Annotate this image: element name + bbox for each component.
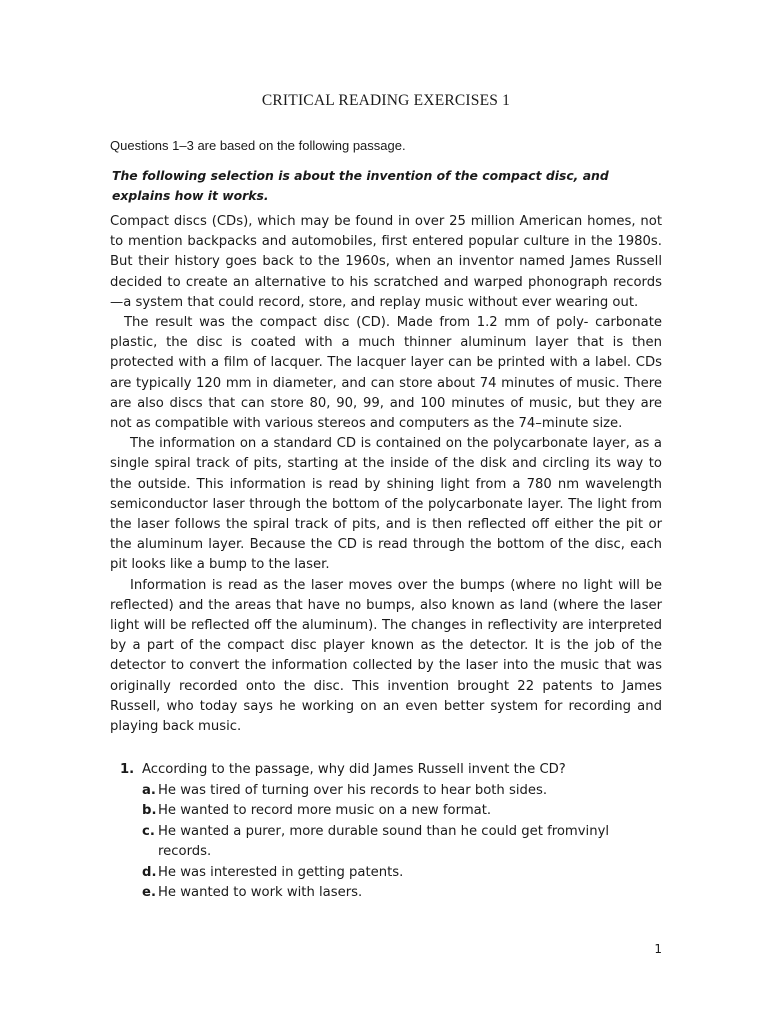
answer-choice (142, 822, 650, 863)
choice-letter: b. (142, 803, 157, 818)
answer-choice (142, 863, 650, 884)
choice-text: He wanted to work with lasers. (158, 885, 363, 900)
question-intro: Questions 1–3 are based on the following passage. (110, 138, 406, 153)
passage-paragraph: The information on a standard CD is contained on the polycarbonate layer, as a single spiral track of pits, starting at the inside of the disk and circling its way to the outside. This information is read by shining light from a 780 nm wavelength semiconductor laser through the bottom of the polycarbonate layer. The light from the laser follows the spiral track of pits, and is then reflected off either the pit or the aluminum layer. Because the CD is read through the bottom of the disc, each pit looks like a bump to the laser. (110, 436, 662, 573)
answer-choice (142, 801, 650, 822)
passage-paragraph: Information is read as the laser moves over the bumps (where no light will be reflected) and the areas that have no bumps, also known as land (where the laser light will be reflected off the aluminum). The changes in reflectivity are interpreted by a part of the compact disc player known as the detector. It is the job of the detector to convert the information collected by the laser into the music that was originally recorded onto the disc. This invention brought 22 patents to James Russell, who today says he working on an even better system for recording and playing back music. (110, 577, 662, 735)
page-number: 1 (654, 942, 662, 956)
passage (110, 212, 662, 737)
choice-text: He wanted a purer, more durable sound than he could get fromvinyl records. (158, 823, 610, 859)
choice-letter: e. (142, 885, 156, 900)
answer-choice (142, 883, 650, 904)
question-block (120, 760, 650, 904)
page-title: CRITICAL READING EXERCISES 1 (261, 92, 511, 109)
passage-paragraph: Compact discs (CDs), which may be found in over 25 million American homes, not to mention backpacks and automobiles, first entered popular culture in the 1980s. But their history goes back to the 1960s, when an inventor named James Russell decided to create an alternative to his scratched and warped phonograph records —a system that could record, store, and replay music without ever wearing out. (110, 214, 662, 310)
passage-paragraph: The result was the compact disc (CD). Made from 1.2 mm of poly- carbonate plastic, the disc is coated with a much thinner aluminum layer that is then protected with a film of lacquer. The lacquer layer can be printed with a label. CDs are typically 120 mm in diameter, and can store about 74 minutes of music. There are also discs that can store 80, 90, 99, and 100 minutes of music, but they are not as compatible with various stereos and computers as the 74–minute size. (110, 315, 662, 432)
choice-text: He was tired of turning over his records to hear both sides. (158, 782, 548, 798)
answer-choices (142, 781, 650, 904)
choice-text: He wanted to record more music on a new format. (158, 803, 492, 818)
choice-letter: a. (142, 782, 156, 798)
choice-letter: d. (142, 864, 157, 880)
choice-letter: c. (142, 823, 155, 839)
question-number: 1. (120, 762, 135, 777)
choice-text: He was interested in getting patents. (158, 864, 404, 880)
passage-lead: The following selection is about the invention of the compact disc, and explains how it works. (112, 168, 609, 203)
answer-choice (142, 781, 650, 802)
question-text: According to the passage, why did James Russell invent the CD? (142, 762, 566, 777)
question-stem (120, 760, 650, 781)
